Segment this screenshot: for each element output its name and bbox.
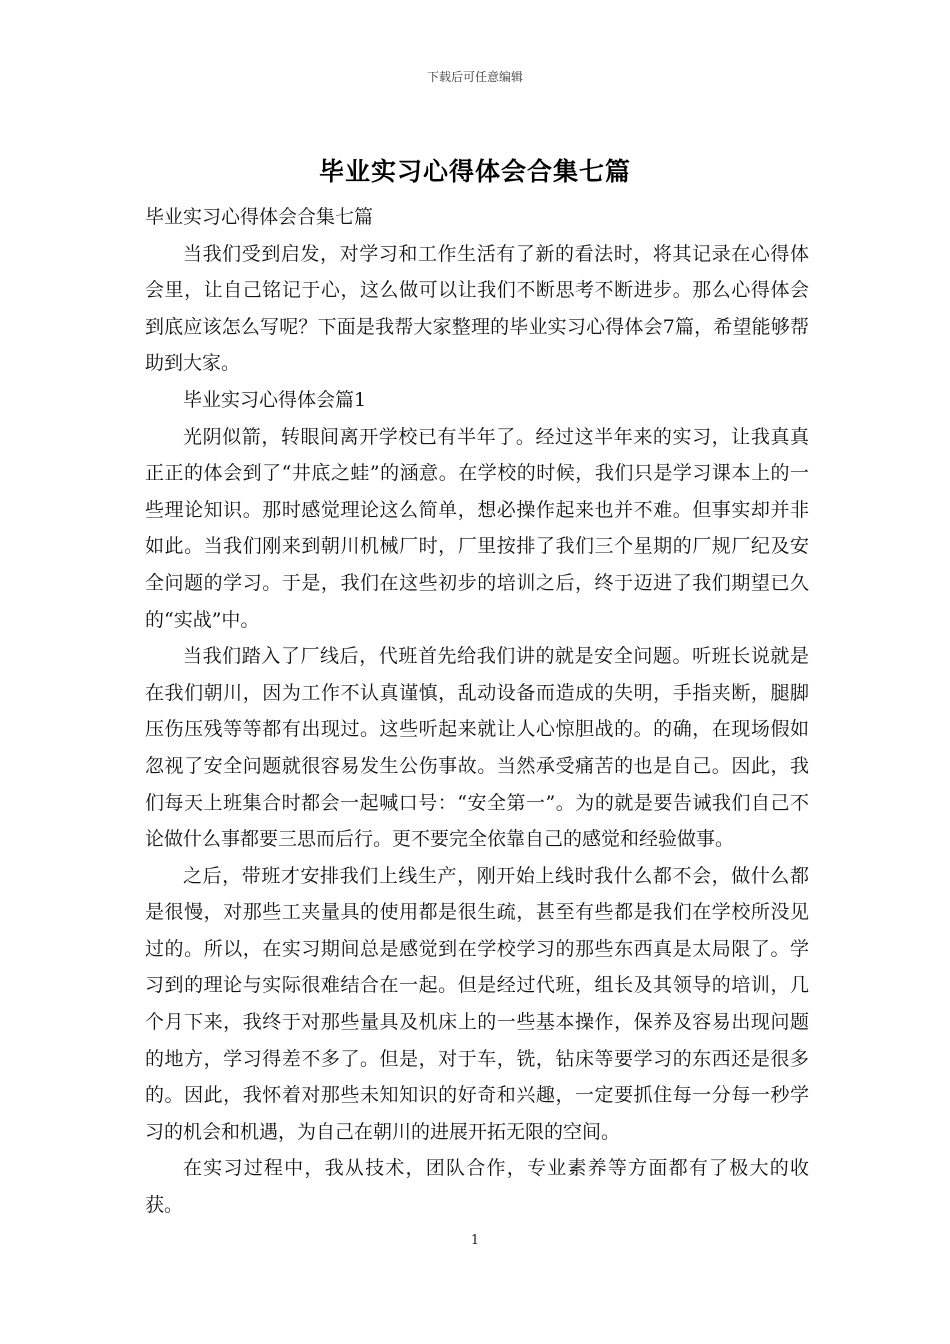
subtitle-line: 毕业实习心得体会合集七篇 xyxy=(145,206,374,228)
header-note: 下载后可任意编辑 xyxy=(426,70,523,84)
body-paragraph: 光阴似箭，转眼间离开学校已有半年了。经过这半年来的实习，让我真真正正的体会到了“井底之蛙”的涵意。在学校的时候，我们只是学习课本上的一些理论知识。那时感觉理论这么简单，想必操作起来也并不难。但事实却并非如此。当我们刚来到朝川机械厂时，厂里按排了我们三个星期的厂规厂纪及安全问题的学习。于是，我们在这些初步的培训之后，终于迈进了我们期望已久的“实战”中。 xyxy=(145,425,809,631)
body-paragraph: 当我们踏入了厂线后，代班首先给我们讲的就是安全问题。听班长说就是在我们朝川，因为工作不认真谨慎，乱动设备而造成的失明，手指夹断，腿脚压伤压残等等都有出现过。这些听起来就让人心惊胆战的。的确，在现场假如忽视了安全问题就很容易发生公伤事故。当然承受痛苦的也是自己。因此，我们每天上班集合时都会一起喊口号：“安全第一”。为的就是要告诫我们自己不论做什么事都要三思而后行。更不要完全依靠自己的感觉和经验做事。 xyxy=(145,645,809,851)
document-body xyxy=(145,199,809,1224)
document-title: 毕业实习心得体会合集七篇 xyxy=(318,157,631,186)
body-paragraph: 在实习过程中，我从技术，团队合作，专业素养等方面都有了极大的收获。 xyxy=(145,1157,809,1217)
section-heading: 毕业实习心得体会篇1 xyxy=(183,388,367,411)
body-paragraph: 之后，带班才安排我们上线生产，刚开始上线时我什么都不会，做什么都是很慢，对那些工夹量具的使用都是很生疏，甚至有些都是我们在学校所没见过的。所以，在实习期间总是感觉到在学校学习的那些东西真是太局限了。学习到的理论与实际很难结合在一起。但是经过代班，组长及其领导的培训，几个月下来，我终于对那些量具及机床上的一些基本操作，保养及容易出现问题的地方，学习得差不多了。但是，对于车，铣，钻床等要学习的东西还是很多的。因此，我怀着对那些未知知识的好奇和兴趣，一定要抓住每一分每一秒学习的机会和机遇，为自己在朝川的进展开拓无限的空间。 xyxy=(145,864,809,1143)
page-number: 1 xyxy=(470,1233,480,1248)
intro-paragraph: 当我们受到启发，对学习和工作生活有了新的看法时，将其记录在心得体会里，让自己铭记于心，这么做可以让我们不断思考不断进步。那么心得体会到底应该怎么写呢？下面是我帮大家整理的毕业实习心得体会7篇，希望能够帮助到大家。 xyxy=(145,242,809,375)
